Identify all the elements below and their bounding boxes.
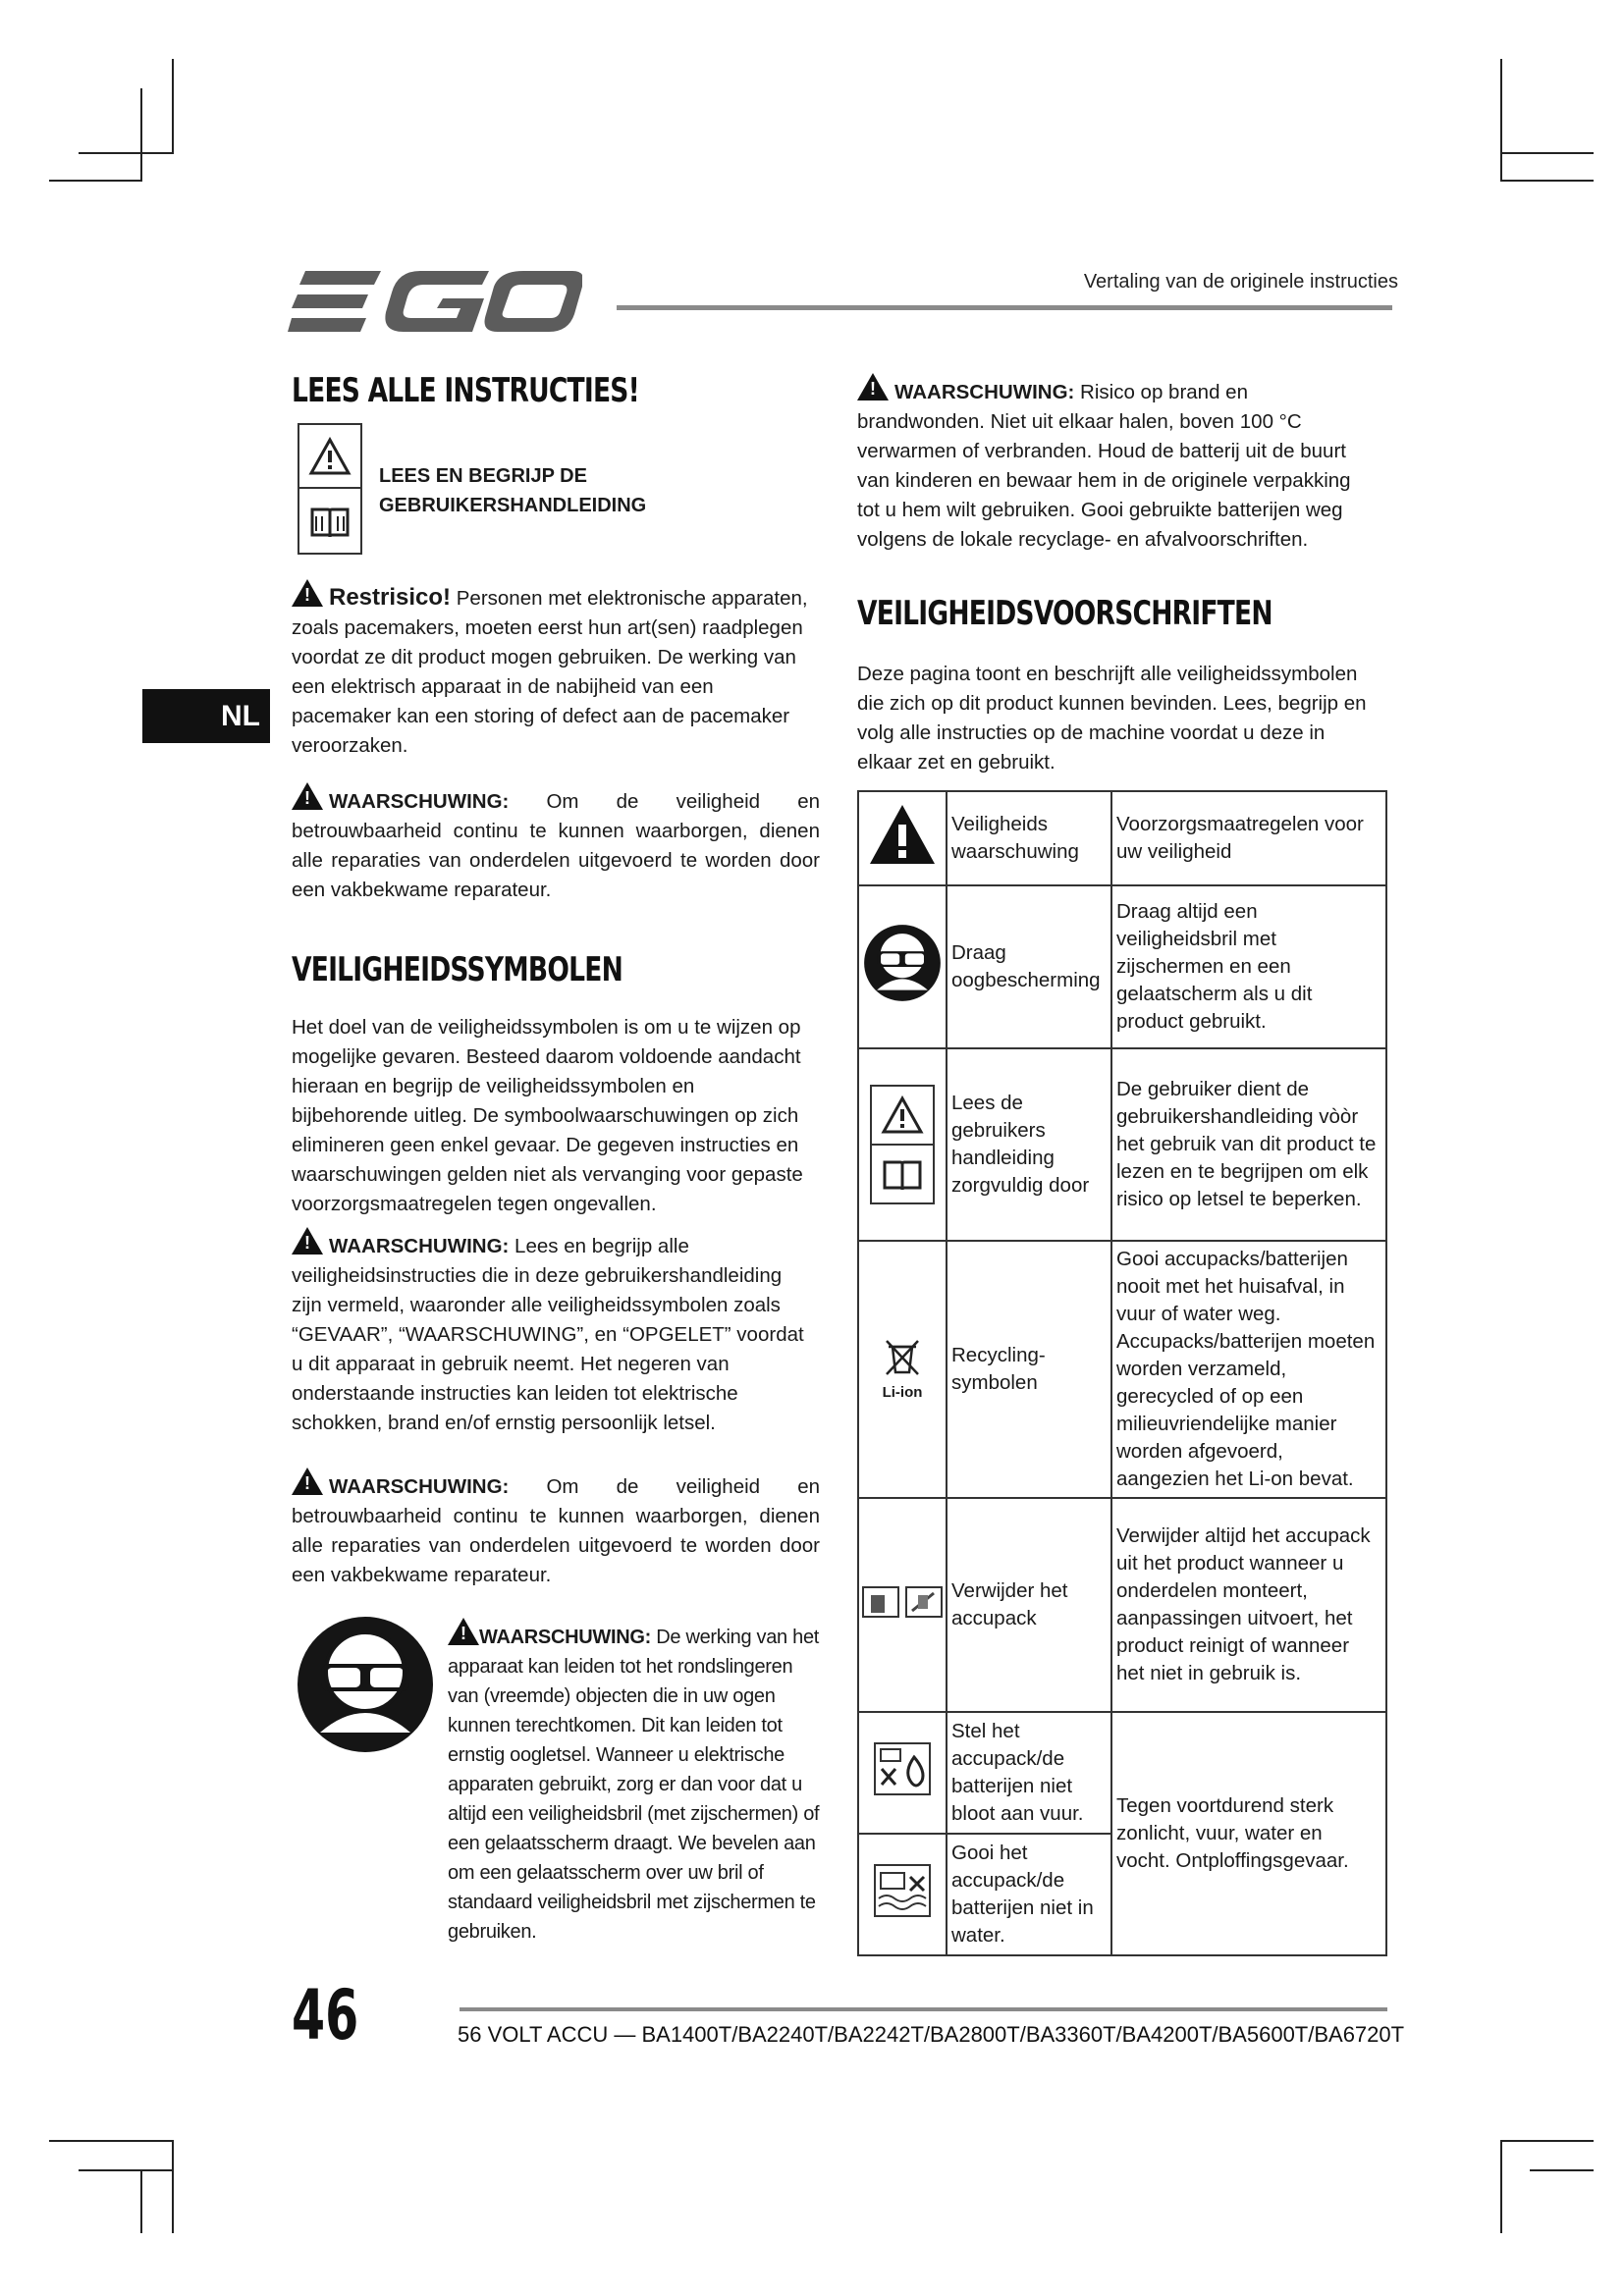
eye-protection-icon: [296, 1615, 435, 1754]
warning-text: Risico op brand en brandwonden. Niet uit elkaar halen, boven 100 °C verwarmen of verbranden. Houd de batterij uit de buurt van kinderen en bewaar hem in de originele verpakking tot u hem wilt gebruiken. Gooi gebruikte batterijen weg volgens de lokale recyclage- en afvalvoorschriften.: [857, 381, 1351, 551]
crop-mark: [140, 2169, 142, 2233]
crop-mark: [1500, 59, 1502, 182]
table-row: [858, 1048, 1386, 1241]
remove-battery-icon: [861, 1581, 944, 1621]
table-row: [858, 1712, 1386, 1834]
crop-mark: [1530, 2169, 1594, 2171]
book-icon: [308, 502, 352, 541]
warning-icon: [292, 579, 323, 607]
warning-paragraph-repairs: [292, 782, 820, 905]
restrisico-paragraph: [292, 579, 814, 761]
crop-mark: [172, 59, 174, 152]
crop-mark: [49, 180, 142, 182]
table-description-cell: Draag altijd een veiligheidsbril met zijschermen en een gelaatscherm als u dit product gebruikt.: [1111, 885, 1386, 1048]
warning-text: De werking van het apparaat kan leiden tot het rondslingeren van (vreemde) objecten die in uw ogen kunnen terechtkomen. Dit kan leiden tot ernstig oogletsel. Wanneer u elektrische apparaten gebruikt, zorg er dan voor dat u altijd een veiligheidsbril (met zijschermen) of een gelaatsscherm draagt. We bevelen aan om een gelaatsscherm over uw bril of standaard veiligheidsbril met zijschermen te gebruiken.: [448, 1627, 820, 1943]
table-description-cell: Gooi accupacks/batterijen nooit met het huisafval, in vuur of water weg. Accupacks/batterijen moeten worden verzameld, gerecycled of op een milieuvriendelijke manier worden afgevoerd, aangezien het Li-on bevat.: [1111, 1241, 1386, 1498]
symbols-intro: Het doel van de veiligheidssymbolen is om u te wijzen op mogelijke gevaren. Besteed daarom voldoende aandacht hieraan en begrijp de veiligheidssymbolen en bijbehorende uitleg. De symboolwaarschuwingen op zich elimineren geen enkel gevaar. De gegeven instructies en waarschuwingen gelden niet als vervanging voor gepaste voorzorgsmaatregelen tegen ongevallen.: [292, 1016, 803, 1215]
warning-paragraph-eye: [448, 1618, 821, 1947]
ego-logo: [288, 265, 582, 338]
document-subtitle: Vertaling van de originele instructies: [1083, 271, 1398, 293]
heading-safety-symbols: VEILIGHEIDSSYMBOLEN: [292, 950, 623, 989]
table-label-cell: Veiligheids waarschuwing: [947, 791, 1111, 885]
table-description-cell: Verwijder altijd het accupack uit het product wanneer u onderdelen monteert, aanpassingen uitvoert, het product reinigt of wanneer het niet in gebruik is.: [1111, 1498, 1386, 1712]
table-label-cell: Draag oogbescherming: [947, 885, 1111, 1048]
table-label-cell: Gooi het accupack/de batterijen niet in water.: [947, 1834, 1111, 1955]
warning-text: Om de veiligheid en betrouwbaarheid continu te kunnen waarborgen, dienen alle reparaties van onderdelen uitgevoerd te worden door een vakbekwame reparateur.: [292, 790, 820, 901]
li-ion-label: Li-ion: [882, 1384, 923, 1401]
read-manual-label: [379, 461, 646, 520]
warning-label: WAARSCHUWING:: [329, 1475, 510, 1498]
header-rule: [617, 305, 1392, 310]
table-icon-cell: [858, 1834, 947, 1955]
language-tab: NL: [142, 689, 270, 743]
no-water-icon: [873, 1863, 932, 1918]
restrisico-text: Personen met elektronische apparaten, zoals pacemakers, moeten eerst hun art(sen) raadplegen voordat ze dit product mogen gebruiken. De werking van een elektrisch apparaat in de nabijheid van een pacemaker kan een storing of defect aan de pacemaker veroorzaken.: [292, 587, 808, 757]
warning-paragraph-repairs-2: [292, 1468, 820, 1590]
table-icon-cell: [858, 791, 947, 885]
footer-rule: [460, 2007, 1387, 2011]
warning-triangle-icon: [308, 437, 352, 476]
crop-mark: [1500, 2140, 1502, 2233]
table-icon-cell: [858, 1498, 947, 1712]
warning-text: Om de veiligheid en betrouwbaarheid continu te kunnen waarborgen, dienen alle reparaties van onderdelen uitgevoerd te worden door een vakbekwame reparateur.: [292, 1475, 820, 1586]
crop-mark: [49, 2140, 174, 2142]
read-manual-icon: [870, 1085, 935, 1204]
warning-icon: [292, 1227, 323, 1255]
warning-paragraph-fire: [857, 373, 1368, 555]
recycling-li-ion-icon: [883, 1337, 922, 1376]
warning-triangle-icon: [868, 803, 937, 866]
warning-icon: [448, 1618, 479, 1645]
no-fire-icon: [873, 1741, 932, 1796]
table-icon-cell: [858, 1241, 947, 1498]
warning-label: WAARSCHUWING:: [479, 1627, 651, 1648]
table-row: [858, 1241, 1386, 1498]
restrisico-label: Restrisico!: [329, 584, 452, 611]
table-row: [858, 791, 1386, 885]
warning-icon: [292, 782, 323, 810]
table-description-cell: Voorzorgsmaatregelen voor uw veiligheid: [1111, 791, 1386, 885]
crop-mark: [140, 88, 142, 182]
read-manual-symbol-box: [298, 423, 362, 555]
table-icon-cell: [858, 1048, 947, 1241]
warning-text: Lees en begrijp alle veiligheidsinstructies die in deze gebruikershandleiding zijn vermeld, waaronder alle veiligheidssymbolen zoals “GEVAAR”, “WAARSCHUWING”, en “OPGELET” voordat u dit apparaat in gebruik neemt. Het negeren van onderstaande instructies kan leiden tot elektrische schokken, brand en/of ernstig persoonlijk letsel.: [292, 1235, 804, 1434]
read-manual-label-line1: LEES EN BEGRIJP DE: [379, 465, 587, 487]
crop-mark: [1500, 152, 1594, 154]
heading-safety-regulations: VEILIGHEIDSVOORSCHRIFTEN: [857, 594, 1272, 633]
read-manual-label-line2: GEBRUIKERSHANDLEIDING: [379, 495, 647, 516]
page-number: 46: [292, 1975, 359, 2056]
eye-protection-icon: [863, 924, 942, 1002]
table-description-cell: De gebruiker dient de gebruikershandleiding vòòr het gebruik van dit product te lezen en te begrijpen om elk risico op letsel te beperken.: [1111, 1048, 1386, 1241]
footer-model-text: 56 VOLT ACCU — BA1400T/BA2240T/BA2242T/BA2800T/BA3360T/BA4200T/BA5600T/BA6720T: [458, 2022, 1405, 2047]
crop-mark: [1500, 180, 1594, 182]
warning-label: WAARSCHUWING:: [894, 381, 1075, 403]
table-label-cell: Recycling-symbolen: [947, 1241, 1111, 1498]
crop-mark: [79, 152, 174, 154]
regulations-intro: Deze pagina toont en beschrijft alle veiligheidssymbolen die zich op dit product kunnen bevinden. Lees, begrijp en volg alle instructies op de machine voordat u deze in elkaar zet en gebruikt.: [857, 663, 1367, 774]
table-label-cell: Verwijder het accupack: [947, 1498, 1111, 1712]
table-label-cell: Stel het accupack/de batterijen niet bloot aan vuur.: [947, 1712, 1111, 1834]
table-icon-cell: [858, 1712, 947, 1834]
table-icon-cell: [858, 885, 947, 1048]
table-description-cell: Tegen voortdurend sterk zonlicht, vuur, water en vocht. Ontploffingsgevaar.: [1111, 1712, 1386, 1955]
table-row: [858, 1498, 1386, 1712]
crop-mark: [172, 2140, 174, 2233]
crop-mark: [1500, 2140, 1594, 2142]
warning-icon: [292, 1468, 323, 1495]
safety-symbol-table: [857, 790, 1387, 1956]
crop-mark: [79, 2169, 174, 2171]
table-label-cell: Lees de gebruikers handleiding zorgvuldig door: [947, 1048, 1111, 1241]
warning-icon: [857, 373, 889, 400]
table-row: [858, 885, 1386, 1048]
warning-paragraph-instructions: [292, 1227, 814, 1438]
warning-label: WAARSCHUWING:: [329, 790, 510, 813]
warning-label: WAARSCHUWING:: [329, 1235, 510, 1257]
heading-read-all-instructions: LEES ALLE INSTRUCTIES!: [292, 371, 639, 410]
